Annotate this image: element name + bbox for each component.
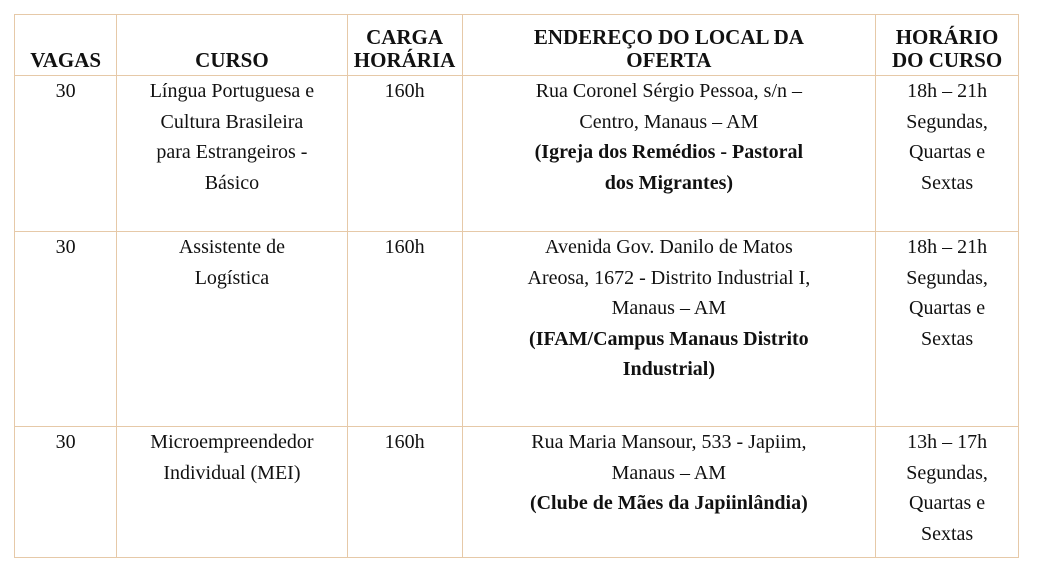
cell-carga: 160h bbox=[347, 232, 462, 427]
address-location-name: (IFAM/Campus Manaus Distrito bbox=[529, 327, 809, 350]
schedule-day: Quartas e bbox=[909, 492, 986, 514]
header-endereco-line1: ENDEREÇO DO LOCAL DA bbox=[533, 25, 804, 49]
header-carga-line2: HORÁRIA bbox=[353, 48, 456, 72]
schedule-day: Sextas bbox=[920, 327, 974, 350]
address-line: Avenida Gov. Danilo de Matos bbox=[545, 236, 793, 258]
address-line: Rua Maria Mansour, 533 - Japiim, bbox=[531, 431, 807, 453]
cell-vagas: 30 bbox=[15, 427, 117, 558]
table-row bbox=[15, 76, 1019, 232]
header-curso: CURSO bbox=[117, 15, 347, 76]
header-horario-line1: HORÁRIO bbox=[895, 25, 999, 49]
schedule-day: Segundas, bbox=[906, 461, 988, 484]
cell-vagas: 30 bbox=[15, 232, 117, 427]
schedule-day: Sextas bbox=[920, 171, 974, 194]
cell-carga: 160h bbox=[347, 427, 462, 558]
address-line: Rua Coronel Sérgio Pessoa, s/n – bbox=[535, 80, 803, 102]
header-vagas: VAGAS bbox=[15, 15, 117, 76]
cell-carga: 160h bbox=[347, 76, 462, 232]
cell-endereco bbox=[462, 427, 876, 558]
curso-line: Assistente de bbox=[178, 236, 285, 258]
table-row bbox=[15, 232, 1019, 427]
address-location-name: (Igreja dos Remédios - Pastoral bbox=[534, 141, 804, 163]
curso-line: Língua Portuguesa e bbox=[149, 80, 315, 102]
schedule-day: Segundas, bbox=[906, 266, 988, 289]
curso-line: Individual (MEI) bbox=[163, 461, 301, 484]
cell-horario bbox=[876, 427, 1019, 558]
cell-curso bbox=[117, 427, 347, 558]
header-row bbox=[15, 15, 1019, 76]
table-row bbox=[15, 427, 1019, 558]
curso-line: Cultura Brasileira bbox=[160, 110, 304, 133]
address-line: Areosa, 1672 - Distrito Industrial I, bbox=[527, 266, 811, 289]
schedule-time: 18h – 21h bbox=[907, 236, 988, 258]
schedule-time: 18h – 21h bbox=[907, 80, 988, 102]
header-horario bbox=[876, 15, 1019, 76]
address-location-name: (Clube de Mães da Japiinlândia) bbox=[529, 492, 808, 514]
cell-vagas: 30 bbox=[15, 76, 117, 232]
curso-line: para Estrangeiros - bbox=[156, 141, 308, 163]
cell-curso bbox=[117, 232, 347, 427]
curso-line: Básico bbox=[204, 171, 260, 194]
address-line: Manaus – AM bbox=[611, 461, 727, 484]
header-carga-line1: CARGA bbox=[366, 25, 444, 49]
header-endereco bbox=[462, 15, 876, 76]
schedule-time: 13h – 17h bbox=[907, 431, 988, 453]
header-carga-horaria bbox=[347, 15, 462, 76]
course-offer-table bbox=[14, 14, 1019, 558]
schedule-day: Quartas e bbox=[909, 297, 986, 319]
cell-horario bbox=[876, 76, 1019, 232]
table-body bbox=[15, 76, 1019, 558]
curso-line: Logística bbox=[194, 266, 270, 289]
address-location-name: dos Migrantes) bbox=[604, 171, 734, 194]
cell-horario bbox=[876, 232, 1019, 427]
header-horario-line2: DO CURSO bbox=[891, 48, 1003, 72]
cell-curso bbox=[117, 76, 347, 232]
cell-endereco bbox=[462, 76, 876, 232]
header-endereco-line2: OFERTA bbox=[626, 48, 712, 72]
table-header bbox=[15, 15, 1019, 76]
cell-endereco bbox=[462, 232, 876, 427]
address-line: Manaus – AM bbox=[611, 297, 727, 319]
schedule-day: Segundas, bbox=[906, 110, 988, 133]
curso-line: Microempreendedor bbox=[150, 431, 314, 453]
schedule-day: Quartas e bbox=[909, 141, 986, 163]
address-location-name: Industrial) bbox=[622, 358, 715, 380]
schedule-day: Sextas bbox=[920, 522, 974, 545]
address-line: Centro, Manaus – AM bbox=[579, 110, 759, 133]
